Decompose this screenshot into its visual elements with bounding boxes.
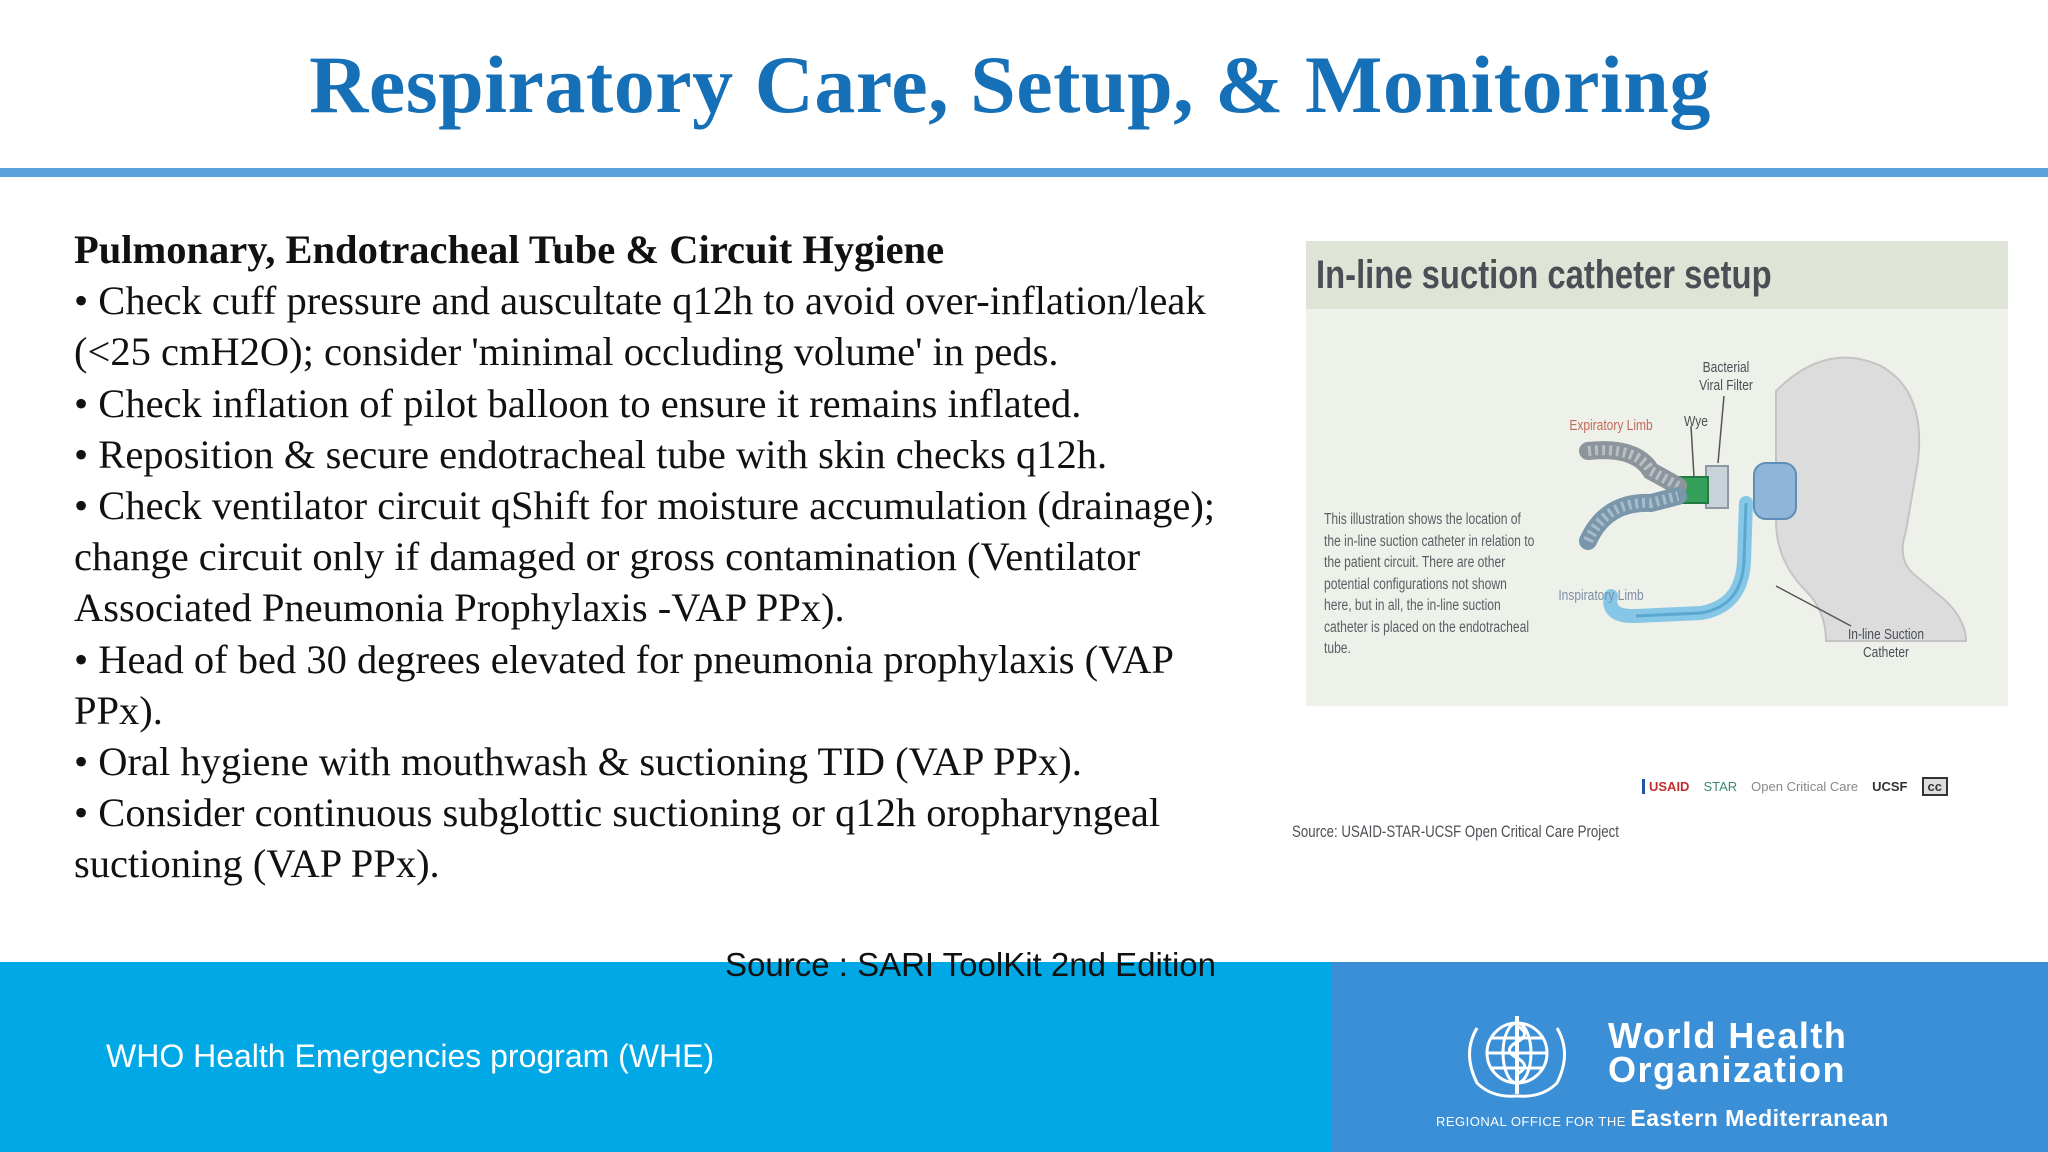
title-divider (0, 168, 2048, 177)
label-bacterial-filter: Bacterial Viral Filter (1699, 359, 1753, 394)
body-line-11: • Consider continuous subglottic suctioning or q12h oropharyngeal (74, 790, 1161, 836)
leader-wye (1691, 426, 1694, 477)
slide-title: Respiratory Care, Setup, & Monitoring (309, 39, 1711, 130)
slide-source: Source : SARI ToolKit 2nd Edition (725, 946, 1217, 983)
body-line-2: (<25 cmH2O); consider 'minimal occluding volume' in peds. (74, 329, 1059, 375)
body-line-8: • Head of bed 30 degrees elevated for pneumonia prophylaxis (VAP (74, 636, 1174, 682)
figure-source: Source: USAID-STAR-UCSF Open Critical Care Project (1292, 822, 1619, 841)
leader-filter (1718, 396, 1724, 463)
label-wye: Wye (1684, 413, 1708, 430)
usaid-logo: USAID (1642, 779, 1689, 794)
who-name (1608, 1015, 1848, 1090)
figure-title: In-line suction catheter setup (1316, 253, 1772, 297)
body-line-3: • Check inflation of pilot balloon to ensure it remains inflated. (74, 380, 1082, 426)
body-line-10: • Oral hygiene with mouthwash & suctioning TID (VAP PPx). (74, 739, 1082, 785)
suction-catheter-figure (1290, 235, 2008, 890)
region-name: Eastern Mediterranean (1630, 1105, 1889, 1131)
body-line-5: • Check ventilator circuit qShift for moisture accumulation (drainage); (74, 483, 1216, 529)
section-heading: Pulmonary, Endotracheal Tube & Circuit Hygiene (74, 227, 945, 272)
label-inspiratory-limb: Inspiratory Limb (1558, 587, 1644, 604)
mask (1754, 463, 1796, 519)
bacterial-filter (1706, 466, 1728, 508)
body-line-4: • Reposition & secure endotracheal tube with skin checks q12h. (74, 431, 1108, 477)
who-name-line1: World Health (1608, 1015, 1848, 1056)
label-suction-catheter: In-line Suction Catheter (1847, 626, 1925, 661)
patient-head (1776, 358, 1966, 641)
creative-commons-logo: cc (1922, 777, 1948, 796)
program-name: WHO Health Emergencies program (WHE) (106, 1038, 715, 1074)
suction-catheter-line (1636, 503, 1746, 616)
region-prefix: REGIONAL OFFICE FOR THE (1436, 1114, 1626, 1129)
sponsor-logos (1642, 769, 2002, 803)
label-expiratory-limb: Expiratory Limb (1569, 417, 1653, 434)
body-line-9: PPx). (74, 687, 163, 733)
ucsf-logo: UCSF (1872, 778, 1908, 794)
figure-description: This illustration shows the location of the in-line suction catheter in relation to the patient circuit. There are other potential configurations not shown here, but in all, the in-line suction catheter is placed on the endotracheal tube. (1324, 511, 1535, 657)
open-critical-care-logo: Open Critical Care (1751, 778, 1859, 794)
figure-panel (1306, 241, 2008, 706)
star-logo: STAR (1703, 778, 1738, 794)
body-line-6: change circuit only if damaged or gross contamination (Ventilator (74, 534, 1141, 580)
slide-body (74, 224, 1294, 890)
body-line-12: suctioning (VAP PPx). (74, 841, 440, 887)
body-line-1: • Check cuff pressure and auscultate q12h to avoid over-inflation/leak (74, 278, 1206, 324)
who-emblem-icon (1432, 1008, 1602, 1103)
who-region (1436, 1105, 1889, 1132)
body-line-7: Associated Pneumonia Prophylaxis -VAP PPx). (74, 585, 845, 631)
who-name-line2: Organization (1608, 1049, 1847, 1090)
